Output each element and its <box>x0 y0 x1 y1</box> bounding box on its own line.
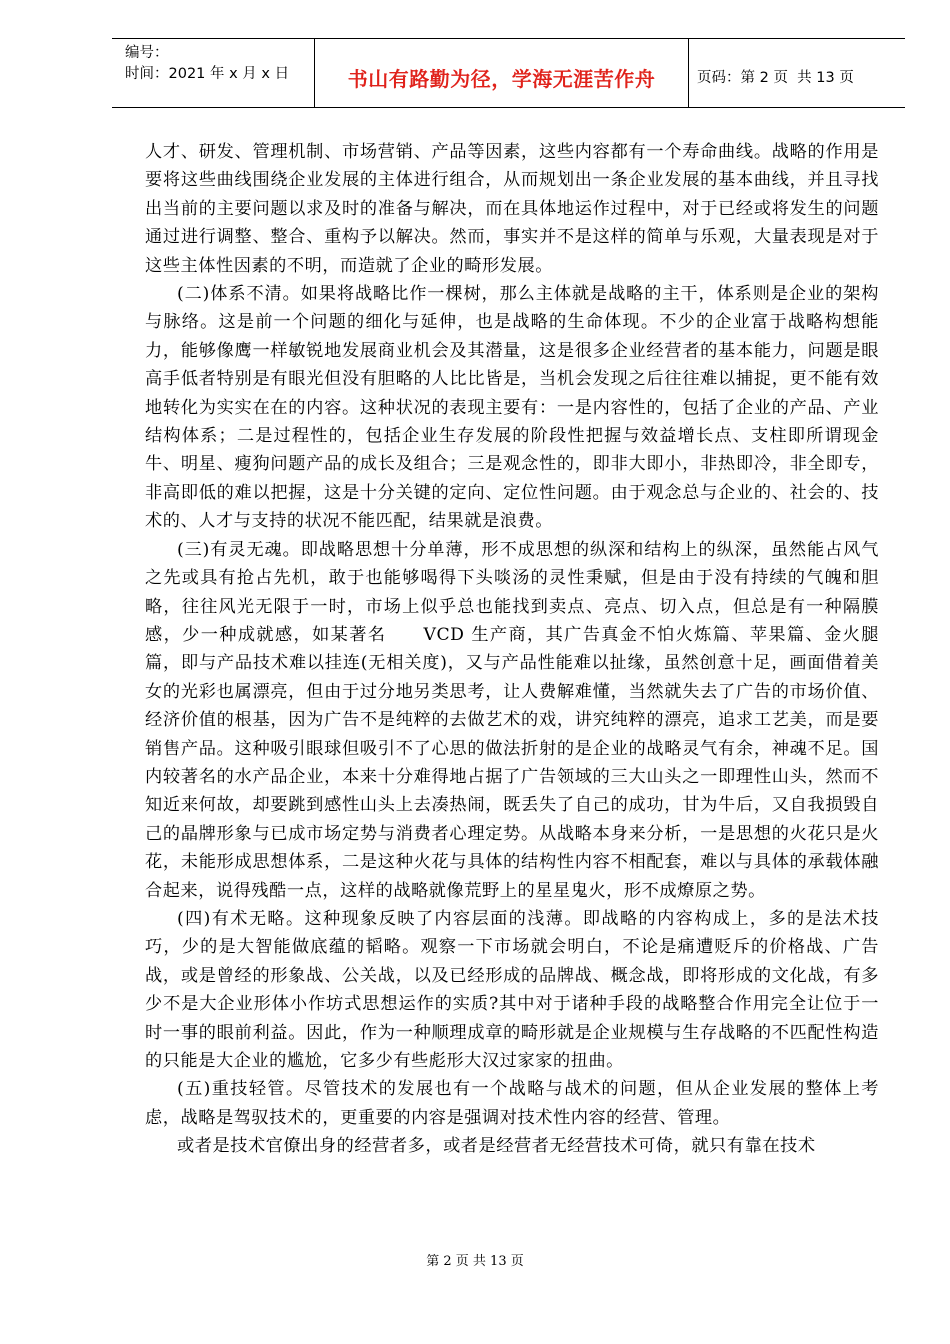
paragraph: (四)有术无略。这种现象反映了内容层面的浅薄。即战略的内容构成上，多的是法术技巧，少的是大智能做底蕴的韬略。观察一下市场就会明白，不论是痛遭贬斥的价格战、广告战，或是曾经的形象战、公关战，以及已经形成的品牌战、概念战，即将形成的文化战，有多少不是大企业形体小作坊式思想运作的实质?其中对于诸种手段的战略整合作用完全让位于一时一事的眼前利益。因此，作为一种顺理成章的畸形就是企业规模与生存战略的不匹配性构造的只能是大企业的尴尬，它多少有些彪形大汉过家家的扭曲。 <box>145 908 879 1071</box>
header-meta <box>112 39 315 107</box>
header-page-info <box>689 39 905 107</box>
paragraph: (三)有灵无魂。即战略思想十分单薄，形不成思想的纵深和结构上的纵深，虽然能占风气之先或具有抢占先机，敢于也能够喝得下头啖汤的灵性秉赋，但是由于没有持续的气魄和胆略，往往风光无限于一时，市场上似乎总也能找到卖点、亮点、切入点，但总是有一种隔膜感，少一种成就感，如某著名 VCD 生产商，其广告真金不怕火炼篇、苹果篇、金火腿篇，即与产品技术难以挂连(无相关度)，又与产品性能难以扯缘，虽然创意十足，画面借着美女的光彩也属漂亮，但由于过分地另类思考，让人费解难懂，当然就失去了广告的市场价值、经济价值的根基，因为广告不是纯粹的去做艺术的戏，讲究纯粹的漂亮，追求工艺美，而是要销售产品。这种吸引眼球但吸引不了心思的做法折射的是企业的战略灵气有余，神魂不足。国内较著名的水产品企业，本来十分难得地占据了广告领域的三大山头之一即理性山头，然而不知近来何故，却要跳到感性山头上去凑热闹，既丢失了自己的成功，甘为牛后，又自我损毁自己的晶牌形象与已成市场定势与消费者心理定势。从战略本身来分析，一是思想的火花只是火花，未能形成思想体系，二是这种火花与具体的结构性内容不相配套，难以与具体的承载体融合起来，说得残酷一点，这样的战略就像荒野上的星星鬼火，形不成燎原之势。 <box>145 539 879 901</box>
header-motto: 书山有路勤为径，学海无涯苦作舟 <box>315 39 689 107</box>
page-footer: 第 2 页 共 13 页 <box>426 1254 524 1269</box>
document-body <box>145 138 879 1161</box>
header-page-label: 页码：第 2 页 共 13 页 <box>697 69 854 86</box>
paragraph: (二)体系不清。如果将战略比作一棵树，那么主体就是战略的主干，体系则是企业的架构与脉络。这是前一个问题的细化与延伸，也是战略的生命体现。不少的企业富于战略构想能力，能够像鹰一样敏锐地发展商业机会及其潜量，这是很多企业经营者的基本能力，问题是眼高手低者特别是有眼光但没有胆略的人比比皆是，当机会发现之后往往难以捕捉，更不能有效地转化为实实在在的内容。这种状况的表现主要有：一是内容性的，包括了企业的产品、产业结构体系；二是过程性的，包括企业生存发展的阶段性把握与效益增长点、支柱即所谓现金牛、明星、瘦狗问题产品的成长及组合；三是观念性的，即非大即小，非热即冷，非全即专，非高即低的难以把握，这是十分关键的定向、定位性问题。由于观念总与企业的、社会的、技术的、人才与支持的状况不能匹配，结果就是浪费。 <box>145 284 879 532</box>
paragraph: 人才、研发、管理机制、市场营销、产品等因素，这些内容都有一个寿命曲线。战略的作用是要将这些曲线围绕企业发展的主体进行组合，从而规划出一条企业发展的基本曲线，并且寻找出当前的主要问题以求及时的准备与解决，而在具体地运作过程中，对于已经或将发生的问题通过进行调整、整合、重构予以解决。然而，事实并不是这样的简单与乐观，大量表现是对于这些主体性因素的不明，而造就了企业的畸形发展。 <box>145 142 879 276</box>
paragraph: 或者是技术官僚出身的经营者多，或者是经营者无经营技术可倚，就只有靠在技术 <box>177 1136 816 1157</box>
doc-number-label: 编号： <box>125 45 169 61</box>
paragraph: (五)重技轻管。尽管技术的发展也有一个战略与战术的问题，但从企业发展的整体上考虑，战略是驾驭技术的，更重要的内容是强调对技术性内容的经营、管理。 <box>145 1079 879 1128</box>
doc-time-label: 时间：2021 年 x 月 x 日 <box>125 66 290 82</box>
page-header <box>112 38 905 108</box>
